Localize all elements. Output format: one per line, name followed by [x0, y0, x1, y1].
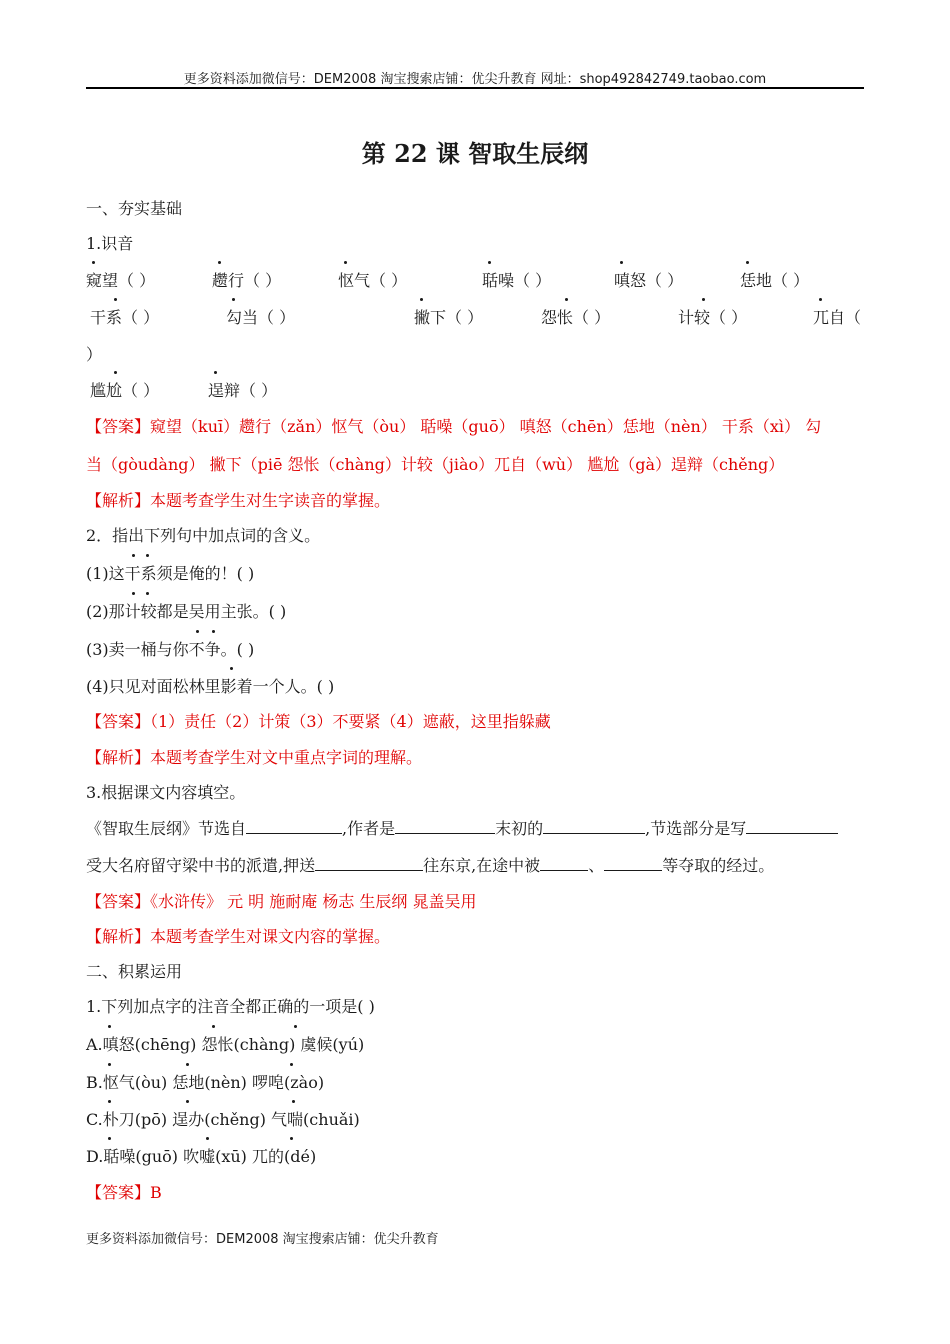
- emphasis-dot: [132, 592, 135, 595]
- emphasis-dot: [746, 261, 749, 264]
- answer-q3: 【答案】《水浒传》 元 明 施耐庵 杨志 生辰纲 晁盖吴用: [86, 892, 477, 911]
- emphasis-dot: [146, 592, 149, 595]
- emphasis-dot: [212, 1025, 215, 1028]
- emphasis-dot: [108, 1137, 111, 1140]
- answer-q1-line2: 当（gòudàng） 撇下（piē 怨怅（chàng）计较（jiào）兀自（wù） 尴尬（gà）逞辩（chěng）: [86, 455, 785, 474]
- emphasis-dot: [114, 371, 117, 374]
- emphasis-dot: [702, 298, 705, 301]
- emphasis-dot: [420, 298, 423, 301]
- pinyin-row-2: [86, 305, 876, 329]
- emphasis-dot: [196, 630, 199, 633]
- question-2-item: (1)这干系须是俺的！( ): [86, 561, 254, 584]
- pinyin-item: 勾当（ ）: [226, 305, 295, 328]
- option-a: A.嗔怒(chēng) 怨怅(chàng) 虞候(yú): [86, 1032, 364, 1055]
- emphasis-dot: [114, 298, 117, 301]
- answer-q1-line1: 【答案】窥望（kuī）趱行（zǎn）怄气（òu） 聒噪（guō） 嗔怒（chēn）恁地（nèn） 干系（xì） 勾: [86, 417, 822, 436]
- analysis-q2: 【解析】本题考查学生对文中重点字词的理解。: [86, 748, 423, 767]
- pinyin-row-2-tail: ）: [86, 345, 103, 364]
- pinyin-row-1: [86, 268, 876, 292]
- pinyin-row-3: [86, 378, 876, 402]
- emphasis-dot: [290, 1063, 293, 1066]
- pinyin-item: 干系（ ）: [90, 305, 159, 328]
- emphasis-dot: [186, 1100, 189, 1103]
- emphasis-dot: [132, 554, 135, 557]
- emphasis-dot: [292, 1100, 295, 1103]
- question-3-label: 3.根据课文内容填空。: [86, 783, 246, 802]
- emphasis-dot: [214, 371, 217, 374]
- question-2-item: (4)只见对面松林里影着一个人。( ): [86, 674, 334, 697]
- emphasis-dot: [488, 261, 491, 264]
- emphasis-dot: [108, 1063, 111, 1066]
- emphasis-dot: [819, 298, 822, 301]
- pinyin-item: 逞辩（ ）: [208, 378, 277, 401]
- emphasis-dot: [294, 1025, 297, 1028]
- emphasis-dot: [344, 261, 347, 264]
- section-heading-application: 二、积累运用: [86, 962, 183, 981]
- pinyin-item: 计较（ ）: [678, 305, 747, 328]
- analysis-q1: 【解析】本题考查学生对生字读音的掌握。: [86, 491, 391, 510]
- emphasis-dot: [186, 1063, 189, 1066]
- emphasis-dot: [206, 1137, 209, 1140]
- emphasis-dot: [620, 261, 623, 264]
- emphasis-dot: [232, 298, 235, 301]
- pinyin-item: 趱行（ ）: [212, 268, 281, 291]
- emphasis-dot: [108, 1100, 111, 1103]
- question-2-label: 2．指出下列句中加点词的含义。: [86, 526, 321, 545]
- emphasis-dot: [146, 554, 149, 557]
- emphasis-dot: [108, 1025, 111, 1028]
- pinyin-item: 怨怅（ ）: [541, 305, 610, 328]
- emphasis-dot: [212, 630, 215, 633]
- answer-q4: 【答案】B: [86, 1183, 162, 1202]
- pinyin-item: 怄气（ ）: [338, 268, 407, 291]
- page-footer: 更多资料添加微信号：DEM2008 淘宝搜索店铺：优尖升教育: [86, 1232, 439, 1247]
- question-4-label: 1.下列加点字的注音全都正确的一项是( ): [86, 997, 375, 1016]
- option-d: D.聒噪(guō) 吹嘘(xū) 兀的(dé): [86, 1144, 316, 1167]
- emphasis-dot: [230, 667, 233, 670]
- analysis-q3: 【解析】本题考查学生对课文内容的掌握。: [86, 927, 391, 946]
- pinyin-item: 恁地（ ）: [740, 268, 809, 291]
- answer-q2: 【答案】（1）责任（2）计策（3）不要紧（4）遮蔽，这里指躲藏: [86, 712, 551, 731]
- question-3-line2: 受大名府留守梁中书的派遣,押送 往东京,在途中被 、 等夺取的经过。: [86, 856, 775, 875]
- emphasis-dot: [92, 261, 95, 264]
- page-title: 第 22 课 智取生辰纲: [361, 139, 589, 168]
- header-divider: [86, 87, 864, 89]
- question-1-label: 1.识音: [86, 234, 134, 253]
- emphasis-dot: [218, 261, 221, 264]
- section-heading-basics: 一、夯实基础: [86, 199, 183, 218]
- page-header: 更多资料添加微信号：DEM2008 淘宝搜索店铺：优尖升教育 网址：shop492842749.taobao.com: [183, 72, 767, 87]
- option-c: C.朴刀(pō) 逞办(chěng) 气喘(chuǎi): [86, 1107, 360, 1130]
- question-3-line1: 《智取生辰纲》节选自 ,作者是 末初的 ,节选部分是写: [86, 816, 838, 839]
- option-b: B.怄气(òu) 恁地(nèn) 啰唣(zào): [86, 1070, 324, 1093]
- pinyin-item: 尴尬（ ）: [90, 378, 159, 401]
- pinyin-item: 聒噪（ ）: [482, 268, 551, 291]
- pinyin-item: 撇下（ ）: [414, 305, 483, 328]
- emphasis-dot: [565, 298, 568, 301]
- pinyin-item: 窥望（ ）: [86, 268, 155, 291]
- question-2-item: (3)卖一桶与你不争。( ): [86, 637, 254, 660]
- question-2-item: (2)那计较都是吴用主张。( ): [86, 599, 286, 622]
- pinyin-item: 嗔怒（ ）: [614, 268, 683, 291]
- pinyin-item: 兀自（: [813, 305, 861, 328]
- emphasis-dot: [290, 1137, 293, 1140]
